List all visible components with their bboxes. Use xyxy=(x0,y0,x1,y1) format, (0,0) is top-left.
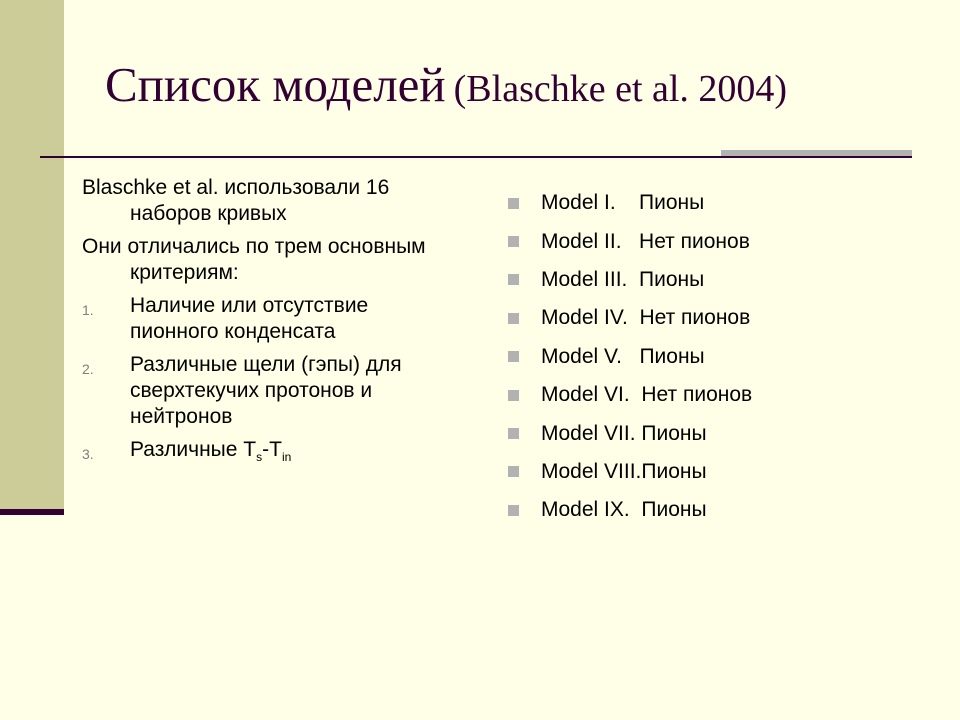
model-item xyxy=(508,338,928,376)
model-item xyxy=(508,261,928,299)
model-label: Model VI. Нет пионов xyxy=(541,383,753,407)
square-bullet-icon xyxy=(508,236,519,247)
square-bullet-icon xyxy=(508,351,519,362)
model-item xyxy=(508,299,928,337)
side-underline xyxy=(0,509,64,515)
model-item xyxy=(508,184,928,222)
criteria-item xyxy=(82,437,462,470)
square-bullet-icon xyxy=(508,390,519,401)
square-bullet-icon xyxy=(508,198,519,209)
criteria-text: Различные щели (гэпы) для сверхтекучих протонов и нейтронов xyxy=(130,353,402,428)
model-item xyxy=(508,491,928,529)
subscript-s: s xyxy=(256,450,263,465)
criteria-item xyxy=(82,293,462,345)
criteria-text-temperatures xyxy=(130,437,462,470)
model-list xyxy=(508,184,928,530)
temperature-dash: -T xyxy=(262,438,282,461)
criteria-paragraph: Они отличались по трем основным критериям: xyxy=(82,235,426,284)
criteria-list xyxy=(82,293,462,470)
title-divider-accent xyxy=(721,150,912,156)
model-label: Model II. Нет пионов xyxy=(541,229,750,253)
model-item xyxy=(508,376,928,414)
model-item xyxy=(508,222,928,260)
title-reference: (Blaschke et al. 2004) xyxy=(453,68,788,110)
temperature-label: Различные T xyxy=(130,438,257,461)
model-label: Model III. Пионы xyxy=(541,267,705,291)
side-band xyxy=(0,0,64,512)
model-label: Model VIII.Пионы xyxy=(541,459,707,483)
criteria-item xyxy=(82,352,462,430)
square-bullet-icon xyxy=(508,313,519,324)
model-label: Model IV. Нет пионов xyxy=(541,306,751,330)
slide-title xyxy=(105,58,787,112)
intro-paragraph: Blaschke et al. использовали 16 наборов кривых xyxy=(82,176,390,225)
criteria-number: 2. xyxy=(82,361,94,377)
model-item xyxy=(508,453,928,491)
left-column xyxy=(82,175,462,477)
model-label: Model I. Пионы xyxy=(541,191,705,215)
square-bullet-icon xyxy=(508,505,519,516)
square-bullet-icon xyxy=(508,428,519,439)
title-divider xyxy=(40,156,912,158)
model-label: Model IX. Пионы xyxy=(541,498,707,522)
criteria-number: 1. xyxy=(82,302,94,318)
square-bullet-icon xyxy=(508,466,519,477)
model-label: Model VII. Пионы xyxy=(541,421,707,445)
criteria-number: 3. xyxy=(82,446,94,462)
model-item xyxy=(508,414,928,452)
model-label: Model V. Пионы xyxy=(541,344,705,368)
title-russian: Список моделей xyxy=(105,57,446,112)
subscript-in: in xyxy=(281,450,292,465)
square-bullet-icon xyxy=(508,274,519,285)
criteria-text: Наличие или отсутствие пионного конденсата xyxy=(130,294,369,343)
